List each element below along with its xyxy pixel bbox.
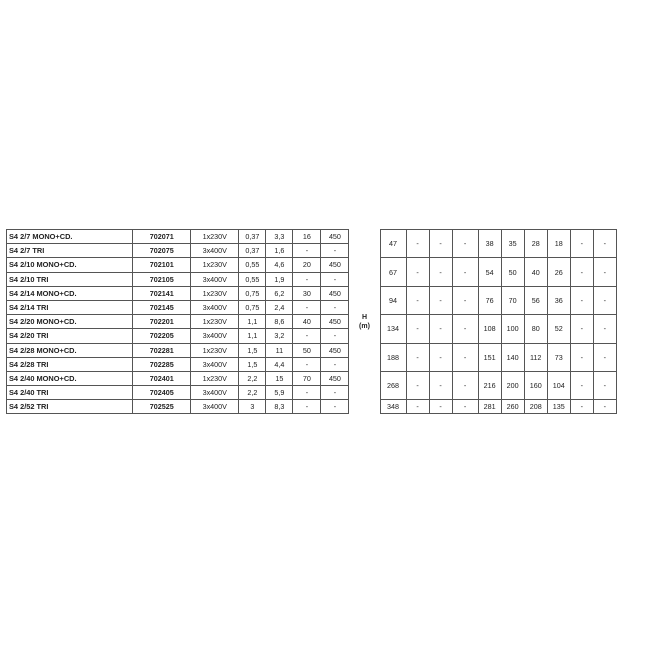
head-value-cell: 94 xyxy=(380,286,406,314)
head-value-cell: - xyxy=(570,230,593,258)
head-value-cell: - xyxy=(593,286,616,314)
voltage-cell: 3x400V xyxy=(191,244,239,258)
head-label-cell xyxy=(349,230,380,414)
head-value-cell: - xyxy=(429,315,452,343)
power-kw-cell: 1,1 xyxy=(239,329,266,343)
table-row xyxy=(7,400,640,414)
head-value-cell: 112 xyxy=(524,343,547,371)
current-a-cell: 5,9 xyxy=(266,386,293,400)
head-value-cell: - xyxy=(570,258,593,286)
head-value-cell: 54 xyxy=(478,258,501,286)
current-a-cell: 1,6 xyxy=(266,244,293,258)
head-value-cell: 26 xyxy=(547,258,570,286)
head-value-cell: 268 xyxy=(380,371,406,399)
head-value-cell: - xyxy=(406,371,429,399)
head-value-cell: - xyxy=(429,286,452,314)
code-cell: 702145 xyxy=(133,300,191,314)
head-value-cell: - xyxy=(570,371,593,399)
code-cell: 702105 xyxy=(133,272,191,286)
head-value-cell: 50 xyxy=(501,258,524,286)
capacitor-v-cell: - xyxy=(321,386,349,400)
capacitor-v-cell: 450 xyxy=(321,286,349,300)
model-cell: S4 2/52 TRI xyxy=(7,400,133,414)
voltage-cell: 3x400V xyxy=(191,357,239,371)
head-value-cell: 35 xyxy=(501,230,524,258)
capacitor-v-cell: - xyxy=(321,400,349,414)
current-a-cell: 2,4 xyxy=(266,300,293,314)
table-row xyxy=(7,230,640,244)
model-cell: S4 2/20 MONO+CD. xyxy=(7,315,133,329)
code-cell: 702101 xyxy=(133,258,191,272)
head-unit: (m) xyxy=(359,322,370,330)
code-cell: 702525 xyxy=(133,400,191,414)
table-row xyxy=(7,315,640,329)
head-value-cell: - xyxy=(593,258,616,286)
head-value-cell: - xyxy=(593,343,616,371)
head-value-cell: - xyxy=(406,230,429,258)
model-cell: S4 2/10 TRI xyxy=(7,272,133,286)
capacitor-uf-cell: - xyxy=(293,329,321,343)
voltage-cell: 3x400V xyxy=(191,386,239,400)
head-value-cell: 135 xyxy=(547,400,570,414)
code-cell: 702205 xyxy=(133,329,191,343)
head-value-cell: 28 xyxy=(524,230,547,258)
head-value-cell: 52 xyxy=(547,315,570,343)
head-value-cell: - xyxy=(593,230,616,258)
head-value-cell: - xyxy=(452,258,478,286)
head-value-cell: 40 xyxy=(524,258,547,286)
current-a-cell: 1,9 xyxy=(266,272,293,286)
voltage-cell: 3x400V xyxy=(191,300,239,314)
table-row xyxy=(7,371,640,385)
current-a-cell: 8,3 xyxy=(266,400,293,414)
voltage-cell: 1x230V xyxy=(191,343,239,357)
power-kw-cell: 1,1 xyxy=(239,315,266,329)
code-cell: 702141 xyxy=(133,286,191,300)
head-value-cell: 200 xyxy=(501,371,524,399)
voltage-cell: 3x400V xyxy=(191,272,239,286)
code-cell: 702401 xyxy=(133,371,191,385)
model-cell: S4 2/28 TRI xyxy=(7,357,133,371)
head-value-cell: - xyxy=(452,286,478,314)
model-cell: S4 2/7 TRI xyxy=(7,244,133,258)
power-kw-cell: 0,37 xyxy=(239,244,266,258)
code-cell: 702285 xyxy=(133,357,191,371)
current-a-cell: 3,2 xyxy=(266,329,293,343)
head-value-cell: 281 xyxy=(478,400,501,414)
power-kw-cell: 2,2 xyxy=(239,386,266,400)
power-kw-cell: 1,5 xyxy=(239,343,266,357)
head-value-cell: - xyxy=(406,400,429,414)
model-cell: S4 2/14 MONO+CD. xyxy=(7,286,133,300)
pump-spec-table-container xyxy=(6,229,640,414)
model-cell: S4 2/14 TRI xyxy=(7,300,133,314)
voltage-cell: 1x230V xyxy=(191,230,239,244)
power-kw-cell: 0,37 xyxy=(239,230,266,244)
capacitor-v-cell: 450 xyxy=(321,343,349,357)
table-row xyxy=(7,258,640,272)
head-value-cell: - xyxy=(593,371,616,399)
head-value-cell: 188 xyxy=(380,343,406,371)
code-cell: 702281 xyxy=(133,343,191,357)
capacitor-v-cell: - xyxy=(321,244,349,258)
head-value-cell: - xyxy=(593,315,616,343)
capacitor-uf-cell: 50 xyxy=(293,343,321,357)
voltage-cell: 3x400V xyxy=(191,400,239,414)
head-value-cell: - xyxy=(429,371,452,399)
head-value-cell: 70 xyxy=(501,286,524,314)
head-value-cell: - xyxy=(406,286,429,314)
pump-spec-table xyxy=(6,229,640,414)
current-a-cell: 8,6 xyxy=(266,315,293,329)
head-value-cell: - xyxy=(570,400,593,414)
head-value-cell: 76 xyxy=(478,286,501,314)
head-value-cell: - xyxy=(406,315,429,343)
head-value-cell: 260 xyxy=(501,400,524,414)
head-value-cell: 216 xyxy=(478,371,501,399)
head-value-cell: 151 xyxy=(478,343,501,371)
head-value-cell: 80 xyxy=(524,315,547,343)
head-value-cell: - xyxy=(570,315,593,343)
model-cell: S4 2/7 MONO+CD. xyxy=(7,230,133,244)
model-cell: S4 2/10 MONO+CD. xyxy=(7,258,133,272)
power-kw-cell: 0,75 xyxy=(239,286,266,300)
head-value-cell: - xyxy=(452,315,478,343)
capacitor-v-cell: 450 xyxy=(321,230,349,244)
head-value-cell: 104 xyxy=(547,371,570,399)
code-cell: 702075 xyxy=(133,244,191,258)
head-value-cell: 160 xyxy=(524,371,547,399)
head-value-cell: - xyxy=(452,371,478,399)
head-value-cell: - xyxy=(406,258,429,286)
capacitor-v-cell: - xyxy=(321,329,349,343)
head-value-cell: - xyxy=(570,343,593,371)
model-cell: S4 2/28 MONO+CD. xyxy=(7,343,133,357)
voltage-cell: 1x230V xyxy=(191,315,239,329)
table-row xyxy=(7,343,640,357)
capacitor-uf-cell: - xyxy=(293,386,321,400)
head-value-cell: - xyxy=(429,343,452,371)
capacitor-uf-cell: - xyxy=(293,244,321,258)
table-row xyxy=(7,286,640,300)
capacitor-uf-cell: 70 xyxy=(293,371,321,385)
capacitor-v-cell: 450 xyxy=(321,315,349,329)
current-a-cell: 3,3 xyxy=(266,230,293,244)
head-value-cell: 100 xyxy=(501,315,524,343)
head-value-cell: 108 xyxy=(478,315,501,343)
capacitor-uf-cell: - xyxy=(293,357,321,371)
head-value-cell: 67 xyxy=(380,258,406,286)
head-value-cell: - xyxy=(452,400,478,414)
power-kw-cell: 0,75 xyxy=(239,300,266,314)
code-cell: 702201 xyxy=(133,315,191,329)
head-value-cell: 36 xyxy=(547,286,570,314)
capacitor-v-cell: - xyxy=(321,357,349,371)
head-label: H xyxy=(361,313,367,321)
capacitor-uf-cell: 30 xyxy=(293,286,321,300)
head-value-cell: 140 xyxy=(501,343,524,371)
current-a-cell: 15 xyxy=(266,371,293,385)
head-value-cell: 38 xyxy=(478,230,501,258)
power-kw-cell: 3 xyxy=(239,400,266,414)
model-cell: S4 2/20 TRI xyxy=(7,329,133,343)
model-cell: S4 2/40 MONO+CD. xyxy=(7,371,133,385)
head-value-cell: 47 xyxy=(380,230,406,258)
capacitor-uf-cell: 16 xyxy=(293,230,321,244)
head-value-cell: - xyxy=(429,230,452,258)
capacitor-uf-cell: 40 xyxy=(293,315,321,329)
capacitor-v-cell: 450 xyxy=(321,258,349,272)
capacitor-uf-cell: - xyxy=(293,272,321,286)
power-kw-cell: 0,55 xyxy=(239,272,266,286)
current-a-cell: 6,2 xyxy=(266,286,293,300)
head-value-cell: 73 xyxy=(547,343,570,371)
head-value-cell: 134 xyxy=(380,315,406,343)
current-a-cell: 11 xyxy=(266,343,293,357)
code-cell: 702405 xyxy=(133,386,191,400)
head-value-cell: - xyxy=(429,258,452,286)
head-value-cell: - xyxy=(593,400,616,414)
capacitor-uf-cell: 20 xyxy=(293,258,321,272)
head-value-cell: - xyxy=(570,286,593,314)
current-a-cell: 4,6 xyxy=(266,258,293,272)
voltage-cell: 1x230V xyxy=(191,286,239,300)
head-value-cell: 208 xyxy=(524,400,547,414)
current-a-cell: 4,4 xyxy=(266,357,293,371)
head-value-cell: 18 xyxy=(547,230,570,258)
capacitor-uf-cell: - xyxy=(293,400,321,414)
voltage-cell: 1x230V xyxy=(191,258,239,272)
voltage-cell: 3x400V xyxy=(191,329,239,343)
code-cell: 702071 xyxy=(133,230,191,244)
voltage-cell: 1x230V xyxy=(191,371,239,385)
power-kw-cell: 1,5 xyxy=(239,357,266,371)
head-value-cell: 56 xyxy=(524,286,547,314)
power-kw-cell: 0,55 xyxy=(239,258,266,272)
model-cell: S4 2/40 TRI xyxy=(7,386,133,400)
capacitor-v-cell: 450 xyxy=(321,371,349,385)
head-value-cell: - xyxy=(429,400,452,414)
head-value-cell: - xyxy=(406,343,429,371)
head-value-cell: - xyxy=(452,230,478,258)
capacitor-v-cell: - xyxy=(321,300,349,314)
power-kw-cell: 2,2 xyxy=(239,371,266,385)
capacitor-v-cell: - xyxy=(321,272,349,286)
head-value-cell: - xyxy=(452,343,478,371)
capacitor-uf-cell: - xyxy=(293,300,321,314)
head-value-cell: 348 xyxy=(380,400,406,414)
